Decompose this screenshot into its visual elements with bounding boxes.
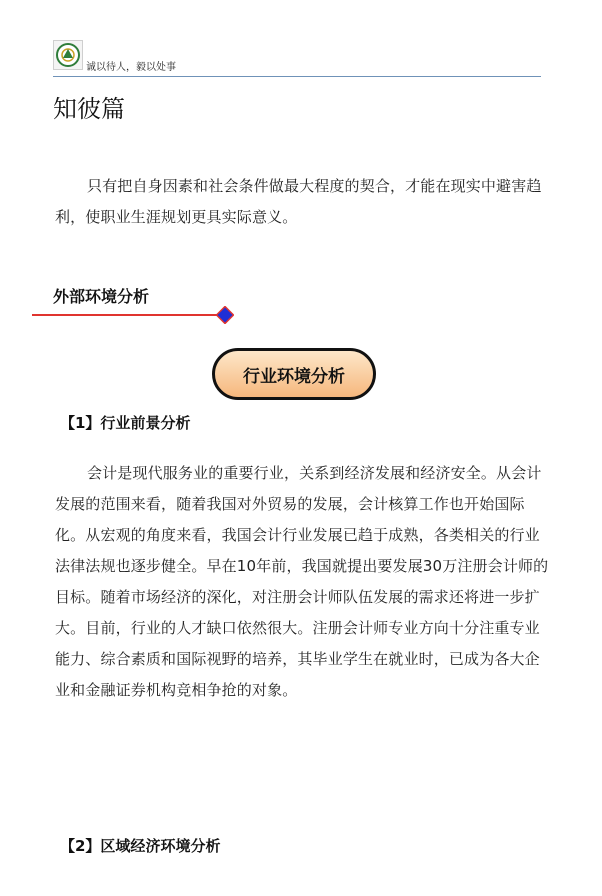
logo-emblem-icon <box>54 41 82 69</box>
header-motto: 诚以待人，毅以处事 <box>86 62 176 73</box>
section-accent-line <box>32 314 218 316</box>
subsection-pill: 行业环境分析 <box>212 348 376 400</box>
diamond-icon <box>216 306 234 324</box>
intro-paragraph: 只有把自身因素和社会条件做最大程度的契合，才能在现实中避害趋利，使职业生涯规划更具实际意义。 <box>55 177 542 226</box>
school-logo <box>53 40 83 70</box>
header-divider <box>53 76 541 77</box>
item-title: 【1】行业前景分析 <box>60 414 191 432</box>
section-heading: 外部环境分析 <box>53 287 150 306</box>
chapter-title: 知彼篇 <box>53 95 125 123</box>
item-body: 会计是现代服务业的重要行业，关系到经济发展和经济安全。从会计发展的范围来看，随着我国对外贸易的发展，会计核算工作也开始国际化。从宏观的角度来看，我国会计行业发展已趋于成熟，各类相关的行业法律法规也逐步健全。早在10年前，我国就提出要发展30万注册会计师的目标。随着市场经济的深化，对注册会计师队伍发展的需求还将进一步扩大。目前，行业的人才缺口依然很大。注册会计师专业方向十分注重专业能力、综合素质和国际视野的培养，其毕业学生在就业时，已成为各大企业和金融证券机构竞相争抢的对象。 <box>55 464 549 699</box>
item-title: 【2】区域经济环境分析 <box>60 837 221 855</box>
